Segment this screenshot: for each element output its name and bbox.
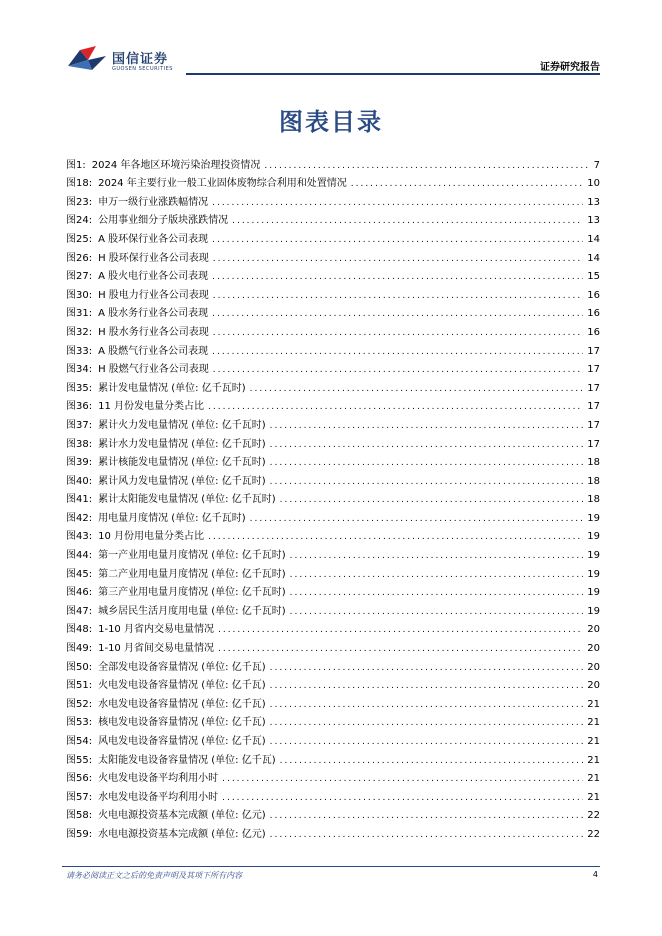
toc-entry[interactable] xyxy=(66,173,600,192)
toc-entry-label: 图51: xyxy=(66,680,93,692)
toc-entry[interactable] xyxy=(66,266,600,285)
toc-entry-title: 10 月份用电量分类占比 xyxy=(98,531,204,543)
toc-entry-label: 图24: xyxy=(66,215,93,227)
toc-entry-title: 第一产业用电量月度情况 (单位: 亿千瓦时) xyxy=(98,550,286,562)
toc-entry-page: 16 xyxy=(587,326,600,338)
toc-entry[interactable] xyxy=(66,414,600,433)
toc-entry[interactable] xyxy=(66,452,600,471)
toc-dot-leader xyxy=(270,716,584,730)
toc-entry-page: 19 xyxy=(587,568,600,580)
toc-entry-label: 图48: xyxy=(66,624,93,636)
toc-entry-page: 14 xyxy=(587,252,600,264)
toc-entry[interactable] xyxy=(66,526,600,545)
toc-entry-page: 17 xyxy=(587,419,600,431)
toc-entry[interactable] xyxy=(66,470,600,489)
toc-entry-page: 13 xyxy=(587,196,600,208)
toc-entry-page: 21 xyxy=(587,754,600,766)
toc-entry-label: 图34: xyxy=(66,364,93,376)
toc-entry[interactable] xyxy=(66,210,600,229)
toc-entry-title: 累计太阳能发电量情况 (单位: 亿千瓦时) xyxy=(98,494,276,506)
report-type-label: 证券研究报告 xyxy=(540,62,600,73)
toc-entry-page: 21 xyxy=(587,791,600,803)
toc-entry-title: H 股电力行业各公司表现 xyxy=(98,289,209,301)
toc-entry[interactable] xyxy=(66,303,600,322)
toc-entry[interactable] xyxy=(66,600,600,619)
toc-entry-title: A 股水务行业各公司表现 xyxy=(98,308,209,320)
toc-entry-page: 20 xyxy=(587,643,600,655)
toc-dot-leader xyxy=(264,159,589,173)
toc-entry-label: 图41: xyxy=(66,494,93,506)
toc-entry-title: 累计发电量情况 (单位: 亿千瓦时) xyxy=(98,382,246,394)
toc-entry[interactable] xyxy=(66,377,600,396)
toc-dot-leader xyxy=(270,475,584,489)
toc-entry-page: 14 xyxy=(587,233,600,245)
toc-entry-label: 图40: xyxy=(66,475,93,487)
toc-entry-title: H 股水务行业各公司表现 xyxy=(98,326,209,338)
toc-entry[interactable] xyxy=(66,712,600,731)
toc-dot-leader xyxy=(270,828,584,842)
toc-entry-title: 火电电源投资基本完成额 (单位: 亿元) xyxy=(98,810,266,822)
toc-dot-leader xyxy=(222,791,583,805)
toc-entry[interactable] xyxy=(66,247,600,266)
toc-entry-title: 用电量月度情况 (单位: 亿千瓦时) xyxy=(98,512,246,524)
toc-entry-label: 图23: xyxy=(66,196,93,208)
toc-entry-title: 太阳能发电设备容量情况 (单位: 亿千瓦) xyxy=(98,754,276,766)
toc-entry[interactable] xyxy=(66,359,600,378)
toc-entry-label: 图55: xyxy=(66,754,93,766)
toc-dot-leader xyxy=(270,809,584,823)
toc-entry-title: 第二产业用电量月度情况 (单位: 亿千瓦时) xyxy=(98,568,286,580)
toc-entry-page: 19 xyxy=(587,550,600,562)
toc-entry-page: 16 xyxy=(587,289,600,301)
toc-entry-page: 18 xyxy=(587,457,600,469)
toc-entry[interactable] xyxy=(66,675,600,694)
toc-entry-title: 公用事业细分子版块涨跌情况 xyxy=(98,215,229,227)
toc-dot-leader xyxy=(290,568,584,582)
toc-entry[interactable] xyxy=(66,507,600,526)
toc-entry-page: 22 xyxy=(587,810,600,822)
toc-entry-page: 7 xyxy=(593,159,600,171)
toc-entry-page: 21 xyxy=(587,773,600,785)
toc-dot-leader xyxy=(208,400,583,414)
toc-entry-label: 图46: xyxy=(66,587,93,599)
toc-dot-leader xyxy=(270,679,584,693)
toc-entry-label: 图42: xyxy=(66,512,93,524)
toc-dot-leader xyxy=(270,438,584,452)
toc-entry-page: 20 xyxy=(587,680,600,692)
toc-entry[interactable] xyxy=(66,321,600,340)
toc-entry-page: 19 xyxy=(587,531,600,543)
toc-dot-leader xyxy=(290,605,584,619)
toc-entry-page: 17 xyxy=(587,401,600,413)
toc-dot-leader xyxy=(232,214,583,228)
toc-entry-page: 18 xyxy=(587,475,600,487)
toc-dot-leader xyxy=(213,252,583,266)
toc-dot-leader xyxy=(212,270,583,284)
toc-dot-leader xyxy=(270,735,584,749)
toc-entry[interactable] xyxy=(66,154,600,173)
toc-entry-title: H 股环保行业各公司表现 xyxy=(98,252,209,264)
toc-entry-page: 19 xyxy=(587,605,600,617)
toc-dot-leader xyxy=(351,177,584,191)
toc-entry[interactable] xyxy=(66,823,600,842)
guosen-logo-icon xyxy=(66,44,108,74)
toc-entry-page: 17 xyxy=(587,382,600,394)
toc-entry-page: 22 xyxy=(587,828,600,840)
toc-entry-title: H 股燃气行业各公司表现 xyxy=(98,364,209,376)
toc-dot-leader xyxy=(250,382,584,396)
toc-entry-page: 20 xyxy=(587,624,600,636)
toc-entry-title: 火电发电设备平均利用小时 xyxy=(98,773,219,785)
toc-dot-leader xyxy=(218,642,583,656)
toc-entry-title: 第三产业用电量月度情况 (单位: 亿千瓦时) xyxy=(98,587,286,599)
toc-entry-title: 11 月份发电量分类占比 xyxy=(98,401,204,413)
toc-entry-label: 图25: xyxy=(66,233,93,245)
toc-dot-leader xyxy=(212,345,583,359)
toc-dot-leader xyxy=(250,512,584,526)
toc-entry-label: 图43: xyxy=(66,531,93,543)
toc-entry-title: 水电发电设备平均利用小时 xyxy=(98,791,219,803)
toc-entry-label: 图57: xyxy=(66,791,93,803)
toc-entry-title: 累计火力发电量情况 (单位: 亿千瓦时) xyxy=(98,419,266,431)
toc-entry-title: 火电发电设备容量情况 (单位: 亿千瓦) xyxy=(98,680,266,692)
toc-dot-leader xyxy=(290,549,584,563)
toc-dot-leader xyxy=(290,586,584,600)
toc-entry-page: 21 xyxy=(587,736,600,747)
toc-entry[interactable] xyxy=(66,749,600,768)
toc-entry-label: 图30: xyxy=(66,289,93,301)
header-divider xyxy=(186,73,600,75)
toc-entry-title: 2024 年各地区环境污染治理投资情况 xyxy=(91,159,261,171)
toc-entry-label: 图38: xyxy=(66,438,93,450)
toc-dot-leader xyxy=(218,623,583,637)
toc-entry[interactable] xyxy=(66,637,600,656)
toc-entry-label: 图59: xyxy=(66,828,93,840)
toc-entry-label: 图36: xyxy=(66,401,93,413)
toc-entry-title: 1-10 月省间交易电量情况 xyxy=(98,643,214,655)
toc-entry-label: 图39: xyxy=(66,457,93,469)
toc-dot-leader xyxy=(213,326,583,340)
toc-entry-title: A 股环保行业各公司表现 xyxy=(98,233,209,245)
toc-entry-label: 图45: xyxy=(66,568,93,580)
toc-entry-page: 17 xyxy=(587,364,600,376)
toc-entry-label: 图35: xyxy=(66,382,93,394)
toc-dot-leader xyxy=(270,419,584,433)
toc-dot-leader xyxy=(222,772,583,786)
toc-entry-label: 图27: xyxy=(66,271,93,283)
toc-dot-leader xyxy=(270,698,584,712)
toc-entry-page: 19 xyxy=(587,512,600,524)
toc-entry-label: 图32: xyxy=(66,326,93,338)
toc-dot-leader xyxy=(270,456,584,470)
toc-entry-label: 图49: xyxy=(66,643,93,655)
toc-entry-label: 图33: xyxy=(66,345,93,357)
toc-entry[interactable] xyxy=(66,228,600,247)
toc-entry[interactable] xyxy=(66,582,600,601)
toc-entry-title: 城乡居民生活月度用电量 (单位: 亿千瓦时) xyxy=(98,605,286,617)
toc-entry[interactable] xyxy=(66,191,600,210)
toc-entry-label: 图54: xyxy=(66,736,93,747)
toc-entry-page: 15 xyxy=(587,271,600,283)
toc-dot-leader xyxy=(212,196,583,210)
toc-dot-leader xyxy=(208,530,583,544)
toc-entry-title: A 股火电行业各公司表现 xyxy=(98,271,209,283)
toc-dot-leader xyxy=(280,493,584,507)
toc-entry[interactable] xyxy=(66,544,600,563)
toc-entry-label: 图47: xyxy=(66,605,93,617)
toc-entry-label: 图37: xyxy=(66,419,93,431)
toc-entry-label: 图44: xyxy=(66,550,93,562)
toc-entry-page: 21 xyxy=(587,698,600,710)
toc-dot-leader xyxy=(270,661,584,675)
footer-disclaimer: 请务必阅读正文之后的免责声明及其项下所有内容 xyxy=(66,871,242,880)
toc-entry-page: 17 xyxy=(587,345,600,357)
toc-entry-label: 图50: xyxy=(66,661,93,673)
page-title: 图表目录 xyxy=(279,108,383,136)
toc-entry-page: 18 xyxy=(587,494,600,506)
toc-entry[interactable] xyxy=(66,619,600,638)
toc-entry-title: 2024 年主要行业一般工业固体废物综合利用和处置情况 xyxy=(98,178,347,190)
toc-dot-leader xyxy=(280,754,584,768)
toc-entry[interactable] xyxy=(66,284,600,303)
toc-entry-page: 19 xyxy=(587,587,600,599)
toc-entry[interactable] xyxy=(66,563,600,582)
toc-entry-page: 21 xyxy=(587,717,600,729)
toc-entry-title: 水电发电设备容量情况 (单位: 亿千瓦) xyxy=(98,698,266,710)
toc-entry[interactable] xyxy=(66,340,600,359)
toc-entry[interactable] xyxy=(66,730,600,749)
toc-entry[interactable] xyxy=(66,805,600,824)
toc-entry-page: 20 xyxy=(587,661,600,673)
toc-entry-title: 水电电源投资基本完成额 (单位: 亿元) xyxy=(98,828,266,840)
toc-entry[interactable] xyxy=(66,489,600,508)
toc-entry-label: 图18: xyxy=(66,178,93,190)
toc-entry-title: A 股燃气行业各公司表现 xyxy=(98,345,209,357)
guosen-logo xyxy=(66,44,186,78)
toc-entry-title: 核电发电设备容量情况 (单位: 亿千瓦) xyxy=(98,717,266,729)
toc-entry-page: 10 xyxy=(587,178,600,190)
toc-entry-title: 1-10 月省内交易电量情况 xyxy=(98,624,214,636)
toc-entry-title: 累计风力发电量情况 (单位: 亿千瓦时) xyxy=(98,475,266,487)
toc-entry[interactable] xyxy=(66,396,600,415)
toc-dot-leader xyxy=(213,363,583,377)
toc-entry-label: 图1: xyxy=(66,159,86,171)
toc-entry-title: 累计水力发电量情况 (单位: 亿千瓦时) xyxy=(98,438,266,450)
page-number: 4 xyxy=(592,870,598,879)
toc-entry-page: 17 xyxy=(587,438,600,450)
toc-entry-page: 16 xyxy=(587,308,600,320)
toc-entry-title: 全部发电设备容量情况 (单位: 亿千瓦) xyxy=(98,661,266,673)
toc-entry-page: 13 xyxy=(587,215,600,227)
toc-entry-label: 图53: xyxy=(66,717,93,729)
toc-entry-label: 图58: xyxy=(66,810,93,822)
toc-entry-label: 图52: xyxy=(66,698,93,710)
toc-entry[interactable] xyxy=(66,786,600,805)
toc-entry[interactable] xyxy=(66,433,600,452)
toc-entry-title: 申万一级行业涨跌幅情况 xyxy=(98,196,209,208)
toc-entry-title: 风电发电设备容量情况 (单位: 亿千瓦) xyxy=(98,736,266,747)
toc-dot-leader xyxy=(212,307,583,321)
page-header xyxy=(0,0,662,80)
figure-toc-list xyxy=(66,154,600,842)
toc-entry[interactable] xyxy=(66,656,600,675)
toc-entry-label: 图31: xyxy=(66,308,93,320)
logo-wordmark-en: GUOSEN SECURITIES xyxy=(112,66,173,72)
footer-divider xyxy=(62,866,600,867)
toc-entry[interactable] xyxy=(66,768,600,787)
logo-wordmark-cn: 国信证券 xyxy=(112,52,169,67)
toc-entry-label: 图56: xyxy=(66,773,93,785)
toc-dot-leader xyxy=(212,233,583,247)
toc-entry-title: 累计核能发电量情况 (单位: 亿千瓦时) xyxy=(98,457,266,469)
toc-dot-leader xyxy=(213,289,583,303)
toc-entry-label: 图26: xyxy=(66,252,93,264)
toc-entry[interactable] xyxy=(66,693,600,712)
